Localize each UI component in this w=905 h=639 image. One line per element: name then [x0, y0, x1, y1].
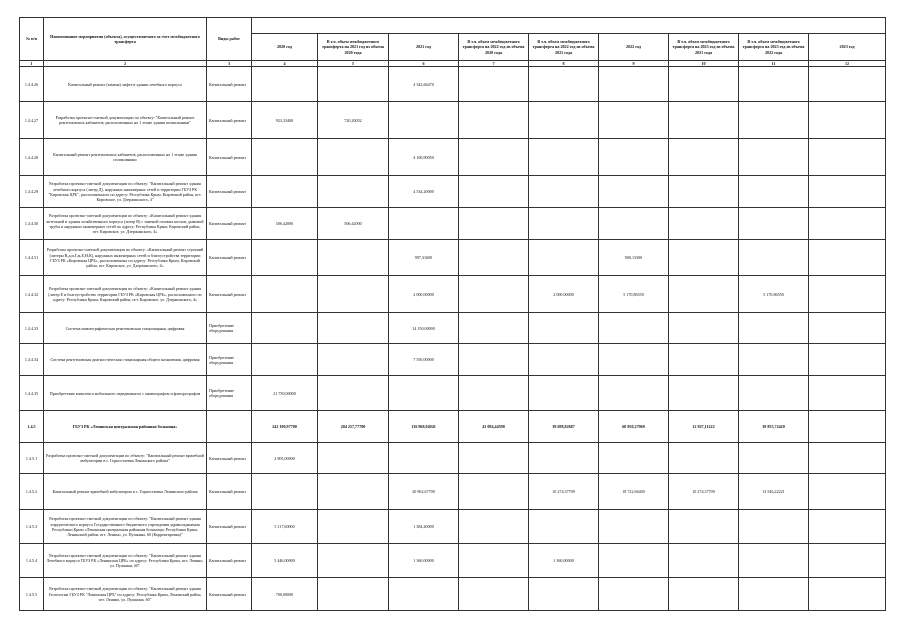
column-number: 2 — [44, 61, 207, 67]
header-col12: 2023 год — [809, 34, 886, 61]
cell-c6: 14 150,00000 — [389, 313, 459, 344]
cell-c12 — [809, 208, 886, 240]
column-number: 7 — [459, 61, 529, 67]
cell-c11 — [739, 240, 809, 276]
header-col4: 2020 год — [252, 34, 318, 61]
cell-c9: 900,13300 — [599, 240, 669, 276]
cell-name: Разработка проектно-сметной документации по объекту: "Капитальный ремонт здания лечебного корпуса (литер Д), наружных инженерных сетей и территории ГБУЗ РК "Кировская ЦРБ", расположенного по адресу: Республика Крым, Кировский район, пгт. Кировское, ул. Дзержинского, 4" — [44, 176, 207, 208]
cell-c4: 700,00000 — [252, 578, 318, 611]
cell-c10 — [669, 344, 739, 376]
cell-c9 — [599, 544, 669, 578]
cell-c10 — [669, 176, 739, 208]
cell-c9 — [599, 176, 669, 208]
cell-c4: 21 750,00000 — [252, 376, 318, 411]
cell-c8 — [529, 240, 599, 276]
cell-c9: 5 170,86550 — [599, 276, 669, 313]
cell-name: Система рентгеновская диагностическая стационарная общего назначения, цифровая — [44, 344, 207, 376]
cell-c8 — [529, 208, 599, 240]
cell-c6 — [389, 578, 459, 611]
cell-kind: Капитальный ремонт — [207, 208, 252, 240]
cell-c8 — [529, 443, 599, 474]
cell-c4: 5 446,00000 — [252, 544, 318, 578]
cell-kind: Капитальный ремонт — [207, 474, 252, 510]
cell-c8 — [529, 376, 599, 411]
cell-c11: 5 170,86550 — [739, 276, 809, 313]
cell-c10 — [669, 240, 739, 276]
header-col5: В т.ч. объем межбюджетного трансферта на 2021 год из объема 2020 года — [318, 34, 389, 61]
cell-c4 — [252, 176, 318, 208]
cell-c7 — [459, 376, 529, 411]
cell-num: 1.4.5.4 — [20, 544, 44, 578]
cell-c7 — [459, 313, 529, 344]
cell-c6: 4 534,20000 — [389, 176, 459, 208]
cell-c11 — [739, 544, 809, 578]
cell-c7 — [459, 510, 529, 544]
cell-c4 — [252, 313, 318, 344]
cell-kind: Приобретение оборудования — [207, 376, 252, 411]
cell-c12 — [809, 240, 886, 276]
header-col9: 2022 год — [599, 34, 669, 61]
cell-c5 — [318, 67, 389, 102]
cell-name: Разработка проектно-сметной документации по объекту: "Капитальный ремонт здания хирургического корпуса Государственного бюджетного учреждения здравоохранения Республики Крым «Ленинская центральная районная больница» Республика Крым, Ленинский район, пгт. Ленино, ул. Пушкина, 60 (Корректировка)" — [44, 510, 207, 544]
cell-kind — [207, 411, 252, 443]
cell-c5 — [318, 510, 389, 544]
column-number: 11 — [739, 61, 809, 67]
cell-c5 — [318, 443, 389, 474]
cell-num: 1.4.5.2 — [20, 474, 44, 510]
cell-c6: 1 360,00000 — [389, 544, 459, 578]
cell-c10 — [669, 544, 739, 578]
cell-c10 — [669, 313, 739, 344]
column-number: 3 — [207, 61, 252, 67]
cell-kind: Капитальный ремонт — [207, 240, 252, 276]
cell-name: Разработка проектно-сметной документации по объекту: "Капитальный ремонт рентгеновских кабинетов, расположенных на 1 этаже здания поликлиники" — [44, 102, 207, 139]
cell-c6 — [389, 376, 459, 411]
cell-c8: 1 360,00000 — [529, 544, 599, 578]
cell-c10 — [669, 102, 739, 139]
cell-c5 — [318, 578, 389, 611]
cell-c6: 1 384,40000 — [389, 510, 459, 544]
cell-name: Капитальный ремонт (замена) лифта в здании лечебного корпуса — [44, 67, 207, 102]
cell-name: Разработка проектно-сметной документации по объекту: «Капитальный ремонт здания котельной и здания хозяйственного корпуса (литер В) с заменой газовых котлов, дымовой трубы и наружных инженерных сетей по адресу: Республика Крым, Кировский район, пгт. Кировское, ул. Дзержинского, 4» — [44, 208, 207, 240]
cell-c12 — [809, 510, 886, 544]
table-row — [20, 176, 886, 208]
cell-c5: 720,20052 — [318, 102, 389, 139]
cell-c6: 2 000,00000 — [389, 276, 459, 313]
cell-c4: 923,33400 — [252, 102, 318, 139]
cell-kind: Капитальный ремонт — [207, 102, 252, 139]
cell-kind: Капитальный ремонт — [207, 139, 252, 176]
cell-num: 1.4.5 — [20, 411, 44, 443]
cell-name: Разработка проектно-сметной документации по объекту: "Капитальный ремонт здания Лечебного корпуса ГБУЗ РК «Ленинская ЦРБ» по адресу: Республика Крым, пгт. Ленино, ул. Пушкина, 60" — [44, 544, 207, 578]
cell-num: 1.4.4.26 — [20, 67, 44, 102]
cell-c8 — [529, 578, 599, 611]
group-row — [20, 411, 886, 443]
cell-num: 1.4.5.5 — [20, 578, 44, 611]
cell-kind: Приобретение оборудования — [207, 344, 252, 376]
cell-name: ГБУЗ РК «Ленинская центральная районная больница» — [44, 411, 207, 443]
cell-c11: 13 546,22221 — [739, 474, 809, 510]
column-number: 1 — [20, 61, 44, 67]
cell-c9 — [599, 376, 669, 411]
cell-kind: Капитальный ремонт — [207, 510, 252, 544]
cell-c9 — [599, 208, 669, 240]
cell-c12 — [809, 276, 886, 313]
cell-c11 — [739, 176, 809, 208]
cell-num: 1.4.5.1 — [20, 443, 44, 474]
cell-c7 — [459, 67, 529, 102]
cell-c5: 204 257,77700 — [318, 411, 389, 443]
cell-name: Разработка проектно-сметной документации по объекту: "Капитальный ремонт врачебной амбулатории в с. Горностаевка Ленинского района" — [44, 443, 207, 474]
cell-c12 — [809, 544, 886, 578]
cell-c6: 997,31600 — [389, 240, 459, 276]
cell-c7 — [459, 240, 529, 276]
cell-name: Система маммографическая рентгеновская стационарная, цифровая — [44, 313, 207, 344]
cell-c8 — [529, 344, 599, 376]
cell-c6: 136 968,04941 — [389, 411, 459, 443]
header-col8: В т.ч. объем межбюджетного трансферта на 2022 год из объема 2021 года — [529, 34, 599, 61]
cell-c9 — [599, 139, 669, 176]
cell-c8 — [529, 102, 599, 139]
cell-c7 — [459, 344, 529, 376]
cell-c7 — [459, 102, 529, 139]
cell-c5 — [318, 544, 389, 578]
cell-c5 — [318, 313, 389, 344]
cell-c12 — [809, 474, 886, 510]
cell-c5: 506,42000 — [318, 208, 389, 240]
cell-c11 — [739, 139, 809, 176]
cell-c12 — [809, 176, 886, 208]
cell-c8 — [529, 176, 599, 208]
cell-name: Приобретение комплекса мобильного передвижного с маммографом и флюорографом — [44, 376, 207, 411]
cell-c9 — [599, 67, 669, 102]
header-name: Наименование мероприятия (объекта), осуществляемого за счет межбюджетного трансферта — [44, 18, 207, 61]
cell-c6: 4 342,66470 — [389, 67, 459, 102]
cell-c7 — [459, 276, 529, 313]
cell-c10: 10 274,37709 — [669, 474, 739, 510]
cell-c8 — [529, 313, 599, 344]
cell-c7 — [459, 443, 529, 474]
cell-c10 — [669, 139, 739, 176]
column-number: 8 — [529, 61, 599, 67]
cell-c10 — [669, 510, 739, 544]
cell-c10 — [669, 67, 739, 102]
cell-c7 — [459, 578, 529, 611]
cell-c12 — [809, 102, 886, 139]
cell-c6: 4 160,90050 — [389, 139, 459, 176]
header-col6: 2021 год — [389, 34, 459, 61]
table-row — [20, 240, 886, 276]
cell-c7 — [459, 176, 529, 208]
cell-c6 — [389, 102, 459, 139]
cell-kind: Капитальный ремонт — [207, 544, 252, 578]
cell-num: 1.4.4.27 — [20, 102, 44, 139]
table-row — [20, 276, 886, 313]
cell-c12 — [809, 313, 886, 344]
cell-c7 — [459, 544, 529, 578]
cell-c9 — [599, 344, 669, 376]
header-top-row — [20, 18, 886, 34]
cell-num: 1.4.4.31 — [20, 240, 44, 276]
cell-num: 1.4.4.29 — [20, 176, 44, 208]
table-row — [20, 443, 886, 474]
table-row — [20, 544, 886, 578]
cell-c10 — [669, 443, 739, 474]
header-col7: В т.ч. объем межбюджетного трансферта на 2022 год из объема 2020 года — [459, 34, 529, 61]
cell-c12 — [809, 67, 886, 102]
cell-c11 — [739, 208, 809, 240]
cell-num: 1.4.4.35 — [20, 376, 44, 411]
cell-c11 — [739, 578, 809, 611]
column-number: 6 — [389, 61, 459, 67]
cell-c12 — [809, 139, 886, 176]
cell-c6 — [389, 443, 459, 474]
cell-c9: 18 722,66400 — [599, 474, 669, 510]
table-row — [20, 578, 886, 611]
cell-c6 — [389, 208, 459, 240]
header-kind: Виды работ — [207, 18, 252, 61]
column-number: 10 — [669, 61, 739, 67]
cell-c12 — [809, 376, 886, 411]
header-spacer — [252, 18, 886, 34]
cell-c12 — [809, 344, 886, 376]
cell-c4: 5 117,60000 — [252, 510, 318, 544]
cell-c4 — [252, 139, 318, 176]
column-number: 9 — [599, 61, 669, 67]
cell-kind: Капитальный ремонт — [207, 443, 252, 474]
cell-c8: 2 000,00000 — [529, 276, 599, 313]
table-row — [20, 67, 886, 102]
cell-c10 — [669, 578, 739, 611]
table-row — [20, 102, 886, 139]
cell-c6: 20 962,67700 — [389, 474, 459, 510]
table-row — [20, 474, 886, 510]
cell-c6: 7 550,00000 — [389, 344, 459, 376]
cell-c5 — [318, 376, 389, 411]
cell-c9 — [599, 510, 669, 544]
table-row — [20, 208, 886, 240]
cell-num: 1.4.4.32 — [20, 276, 44, 313]
cell-kind: Капитальный ремонт — [207, 276, 252, 313]
cell-c4: 506,42000 — [252, 208, 318, 240]
cell-c11 — [739, 376, 809, 411]
cell-c12 — [809, 443, 886, 474]
cell-c7 — [459, 208, 529, 240]
table-row — [20, 510, 886, 544]
cell-name: Разработка проектно-сметной документации по объекту: "Капитальный ремонт здания Геотологии ГБУЗ РК "Ленинская ЦРБ" по адресу: Республика Крым, Ленинский район, пгт. Ленино, ул. Пушкина, 60" — [44, 578, 207, 611]
cell-c11 — [739, 313, 809, 344]
table-row — [20, 344, 886, 376]
header-col11: В т.ч. объем межбюджетного трансферта на 2023 год из объема 2022 года — [739, 34, 809, 61]
table-row — [20, 139, 886, 176]
cell-c4 — [252, 240, 318, 276]
cell-c12 — [809, 411, 886, 443]
cell-kind: Капитальный ремонт — [207, 176, 252, 208]
cell-c12 — [809, 578, 886, 611]
cell-c9: 60 850,27969 — [599, 411, 669, 443]
cell-c5 — [318, 240, 389, 276]
cell-c7: 43 094,44598 — [459, 411, 529, 443]
cell-c8 — [529, 67, 599, 102]
cell-c9 — [599, 578, 669, 611]
cell-c4 — [252, 276, 318, 313]
cell-c10 — [669, 208, 739, 240]
cell-c8 — [529, 510, 599, 544]
cell-c11 — [739, 102, 809, 139]
cell-num: 1.4.4.34 — [20, 344, 44, 376]
cell-c5 — [318, 139, 389, 176]
cell-c8 — [529, 139, 599, 176]
cell-num: 1.4.4.33 — [20, 313, 44, 344]
cell-kind: Приобретение оборудования — [207, 313, 252, 344]
cell-name: Разработка проектно-сметной документации по объекту: «Капитальный ремонт здания (литер Е и благоустройство территории ГБУЗ РК «Кировская ЦРБ», расположенного по адресу: Республика Крым, Кировский район, пгт. Кировское, ул. Дзержинского, 4» — [44, 276, 207, 313]
cell-c5 — [318, 276, 389, 313]
table-row — [20, 313, 886, 344]
cell-name: Капитальный ремонт рентгеновских кабинетов, расположенных на 1 этаже здания поликлиники — [44, 139, 207, 176]
cell-num: 1.4.4.30 — [20, 208, 44, 240]
cell-c11: 39 855,72420 — [739, 411, 809, 443]
column-number: 4 — [252, 61, 318, 67]
cell-kind: Капитальный ремонт — [207, 578, 252, 611]
cell-c9 — [599, 313, 669, 344]
cell-c11 — [739, 344, 809, 376]
header-col10: В т.ч. объем межбюджетного трансферта на 2023 год из объема 2021 года — [669, 34, 739, 61]
cell-c4: 242 190,97700 — [252, 411, 318, 443]
cell-c4 — [252, 344, 318, 376]
table-body — [20, 67, 886, 611]
cell-num: 1.4.4.28 — [20, 139, 44, 176]
cell-c8: 10 274,37709 — [529, 474, 599, 510]
cell-c10 — [669, 376, 739, 411]
cell-c9 — [599, 443, 669, 474]
cell-c5 — [318, 474, 389, 510]
cell-c7 — [459, 139, 529, 176]
cell-name: Капитальный ремонт врачебной амбулатории в с. Горностаевка Ленинского района — [44, 474, 207, 510]
header-num: № п/п — [20, 18, 44, 61]
cell-c5 — [318, 344, 389, 376]
column-number: 5 — [318, 61, 389, 67]
cell-c10 — [669, 276, 739, 313]
cell-c4 — [252, 474, 318, 510]
budget-table — [19, 17, 886, 611]
cell-num: 1.4.5.3 — [20, 510, 44, 544]
column-number: 12 — [809, 61, 886, 67]
cell-name: Разработка проектно-сметной документации по объекту: «Капитальный ремонт строений (литеры В,д,и,Г,ж,Е,Н,К), наружных инженерных сетей и благоустройства территории ГБУЗ РК «Кировская ЦРБ», расположенных по адресу: Республика Крым, Кировский район, пгт. Кировское, ул. Дзержинского, 4» — [44, 240, 207, 276]
cell-c9 — [599, 102, 669, 139]
cell-c11 — [739, 510, 809, 544]
cell-c5 — [318, 176, 389, 208]
cell-kind: Капитальный ремонт — [207, 67, 252, 102]
cell-c7 — [459, 474, 529, 510]
cell-c4 — [252, 67, 318, 102]
cell-c8: 39 698,82687 — [529, 411, 599, 443]
cell-c11 — [739, 67, 809, 102]
cell-c10: 12 927,11222 — [669, 411, 739, 443]
cell-c11 — [739, 443, 809, 474]
table-row — [20, 376, 886, 411]
cell-c4: 2 905,00000 — [252, 443, 318, 474]
